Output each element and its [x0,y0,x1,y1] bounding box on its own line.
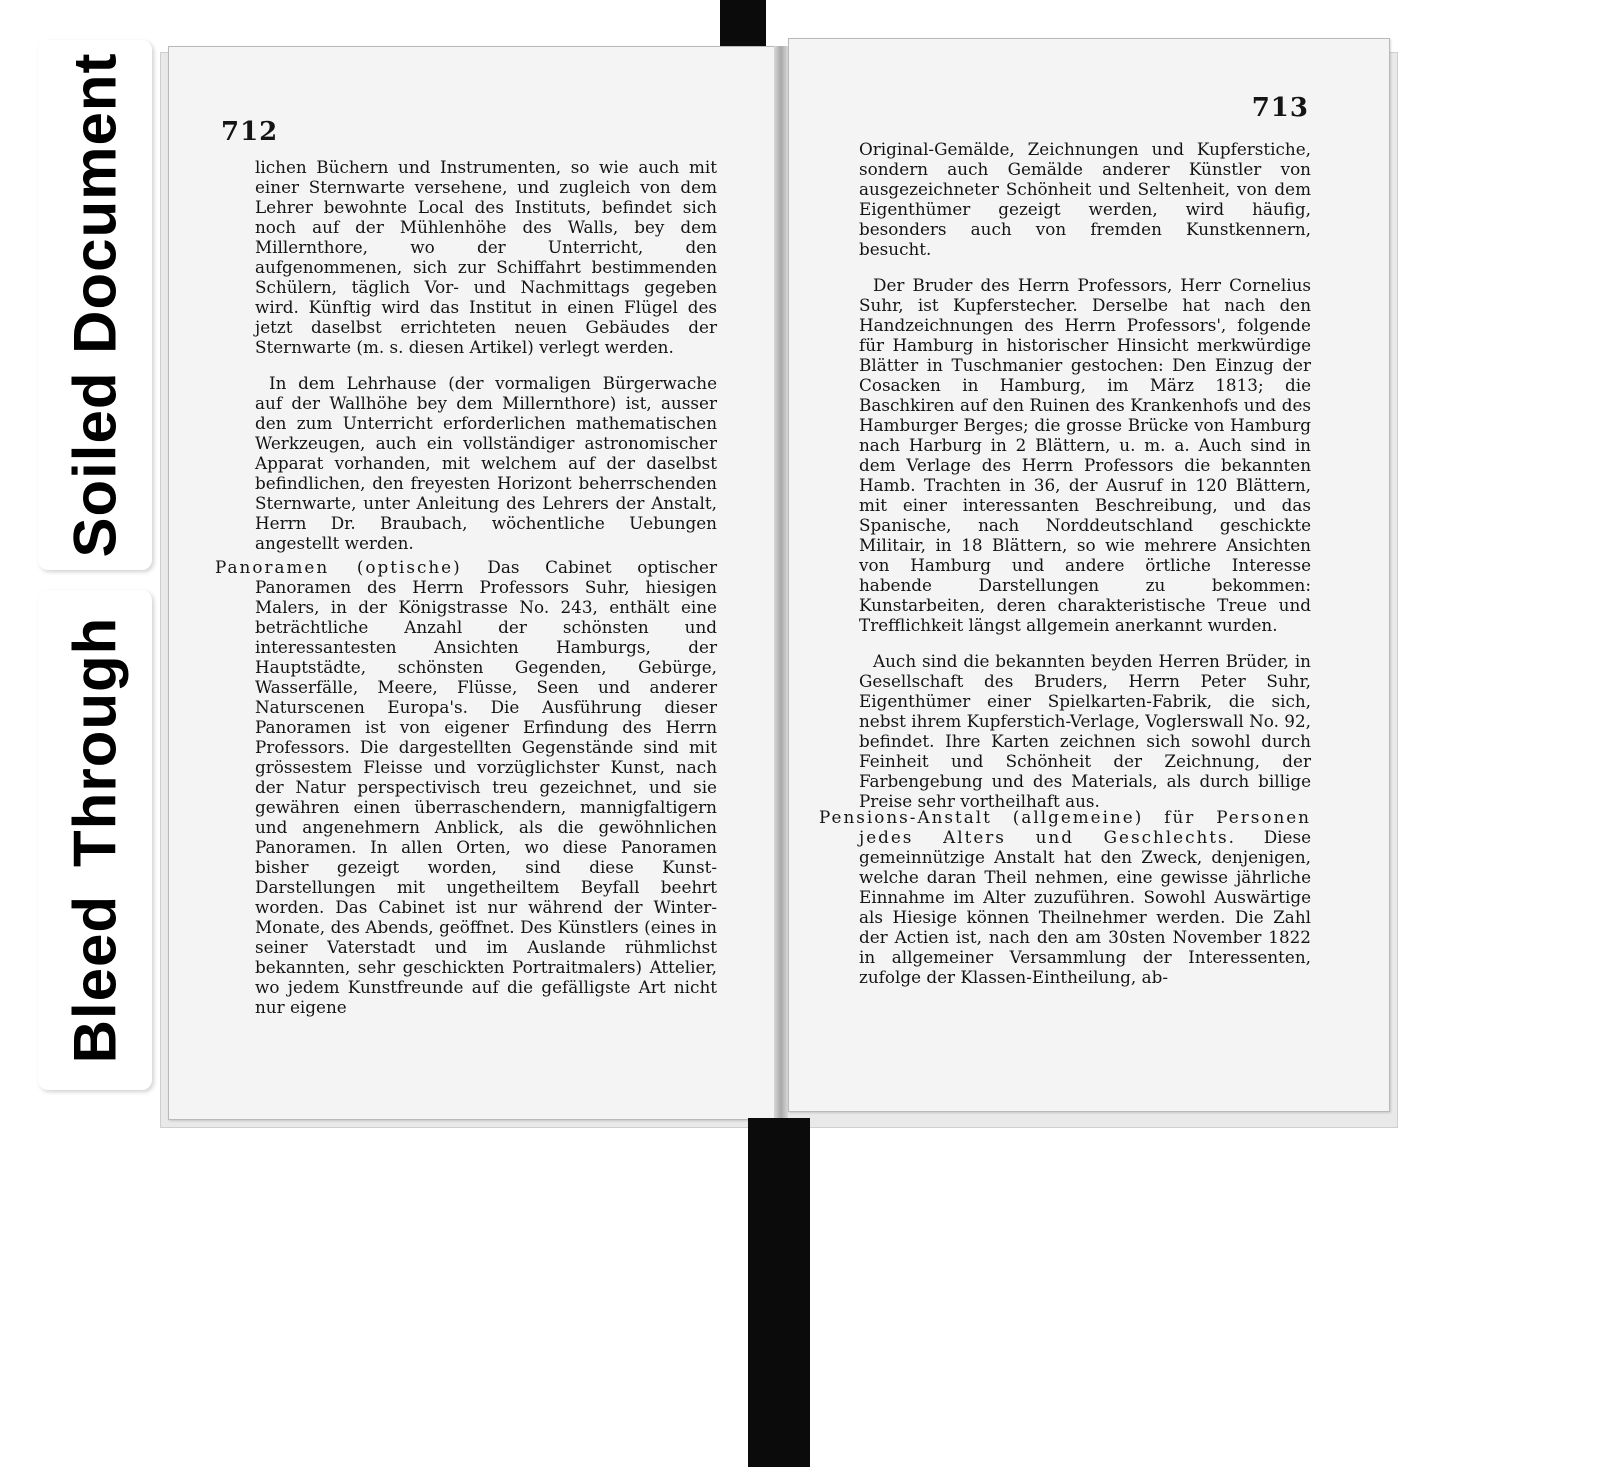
bleed-through-label-tab [38,590,152,1090]
soiled-document-label: Soiled Document [61,52,129,558]
right-paragraph-1: Original-Gemälde, Zeichnungen und Kupferstiche, sondern auch Gemälde anderer Künstler von ausgezeichneter Schönheit und Seltenheit, von dem Eigenthümer gezeigt werden, wird häufig, besonders auch von fremden Kunstkennern, besucht. [859,139,1311,259]
open-book [150,38,1400,1128]
bookmark-ribbon-bottom [748,1118,810,1467]
through-word: Through [61,616,129,867]
right-paragraph-2: Der Bruder des Herrn Professors, Herr Cornelius Suhr, ist Kupferstecher. Derselbe hat nach den Handzeichnungen des Herrn Professors', folgende für Hamburg in historischer Hinsicht merkwürdige Blätter in Tuschmanier gestochen: Den Einzug der Cosacken in Hamburg, im März 1813; die Baschkiren auf den Ruinen des Krankenhofs und des Hamburger Berges; die grosse Brücke von Hamburg nach Harburg in 2 Blättern, u. m. a. Auch sind in dem Verlage des Herrn Professors die bekannten Hamb. Trachten in 36, der Ausruf in 120 Blättern, mit einer interessanten Beschreibung, und das Spanische, nach Norddeutschland geschickte Militair, in 18 Blättern, so wie mehrere Ansichten von Hamburg und andere örtliche Interesse habende Darstellungen zu bekommen: Kunstarbeiten, deren charakteristische Treue und Trefflichkeit längst allgemein anerkannt wurden. [859,275,1311,635]
left-paragraph-1: lichen Büchern und Instrumenten, so wie auch mit einer Sternwarte versehene, und zugleich von dem Lehrer bewohnte Local des Instituts, befindet sich noch auf der Mühlenhöhe des Walls, bey dem Millernthore, wo der Unterricht, den aufgenommenen, sich zur Schiffahrt bestimmenden Schülern, täglich Vor- und Nachmittags gegeben wird. Künftig wird das Institut in einen Flügel des jetzt daselbst errichteten neuen Gebäudes der Sternwarte (m. s. diesen Artikel) verlegt werden. [255,157,717,357]
pensions-text: Diese gemeinnützige Anstalt hat den Zweck, denjenigen, welche daran Theil nehmen, eine gewisse jährliche Einnahme im Alter zuzuführen. Sowohl Auswärtige als Hiesige können Theilnehmer werden. Die Zahl der Actien ist, nach den am 30sten November 1822 in allgemeiner Versammlung der Interessenten, zufolge der Klassen-Eintheilung, ab- [859,827,1311,987]
book-gutter [774,46,788,1118]
right-page-number: 713 [1251,93,1309,123]
bleed-through-label [61,603,130,1078]
left-page-number: 712 [221,117,279,147]
panoramen-heading: Panoramen (optische) [215,557,462,577]
pensions-entry-paragraph [819,807,1311,987]
panoramen-entry-paragraph [215,557,717,1017]
pensions-heading: Pensions-Anstalt (allgemeine) für Personen jedes Alters und Geschlechts. [819,807,1311,847]
soiled-document-label-tab [38,40,152,570]
right-page [788,38,1390,1112]
right-page-body [859,139,1311,827]
bleed-word: Bleed [61,894,129,1064]
left-paragraph-2: In dem Lehrhause (der vormaligen Bürgerwache auf der Wallhöhe bey dem Millernthore) ist, ausser den zum Unterricht erforderlichen mathematischen Werkzeugen, auch ein vollständiger astronomischer Apparat vorhanden, mit welchem auf der daselbst befindlichen, den freyesten Horizont beherrschenden Sternwarte, unter Anleitung des Lehrers der Anstalt, Herrn Dr. Braubach, wöchentliche Uebungen angestellt werden. [255,373,717,553]
panoramen-text: Das Cabinet optischer Panoramen des Herrn Professors Suhr, hiesigen Malers, in der Königstrasse No. 243, enthält eine beträchtliche Anzahl der schönsten und interessantesten Ansichten Hamburgs, der Hauptstädte, schönsten Gegenden, Gebürge, Wasserfälle, Meere, Flüsse, Seen und anderer Naturscenen Europa's. Die Ausführung dieser Panoramen ist von eigener Erfindung des Herrn Professors. Die dargestellten Gegenstände sind mit grössestem Fleisse und vorzüglichster Kunst, nach der Natur perspectivisch treu gezeichnet, und sie gewähren einen überraschendern, mannigfaltigern und angenehmern Anblick, als die gewöhnlichen Panoramen. In allen Orten, wo diese Panoramen bisher gezeigt worden, sind diese Kunst-Darstellungen mit ungetheiltem Beyfall beehrt worden. Das Cabinet ist nur während der Winter-Monate, des Abends, geöffnet. Des Künstlers (eines in seiner Vaterstadt und im Auslande rühmlichst bekannten, sehr geschickten Portraitmalers) Attelier, wo jedem Kunstfreunde auf die gefälligste Art nicht nur eigene [255,557,718,1017]
pensions-anstalt-entry [819,807,1311,1003]
left-page [168,46,778,1120]
panoramen-entry [215,557,717,1033]
bookmark-ribbon-top [720,0,766,46]
right-paragraph-3: Auch sind die bekannten beyden Herren Brüder, in Gesellschaft des Bruders, Herrn Peter Suhr, Eigenthümer einer Spielkarten-Fabrik, die sich, nebst ihrem Kupferstich-Verlage, Voglerswall No. 92, befindet. Ihre Karten zeichnen sich sowohl durch Feinheit und Schönheit der Zeichnung, der Farbengebung und des Materials, als durch billige Preise sehr vortheilhaft aus. [859,651,1311,811]
left-page-body [255,157,717,569]
